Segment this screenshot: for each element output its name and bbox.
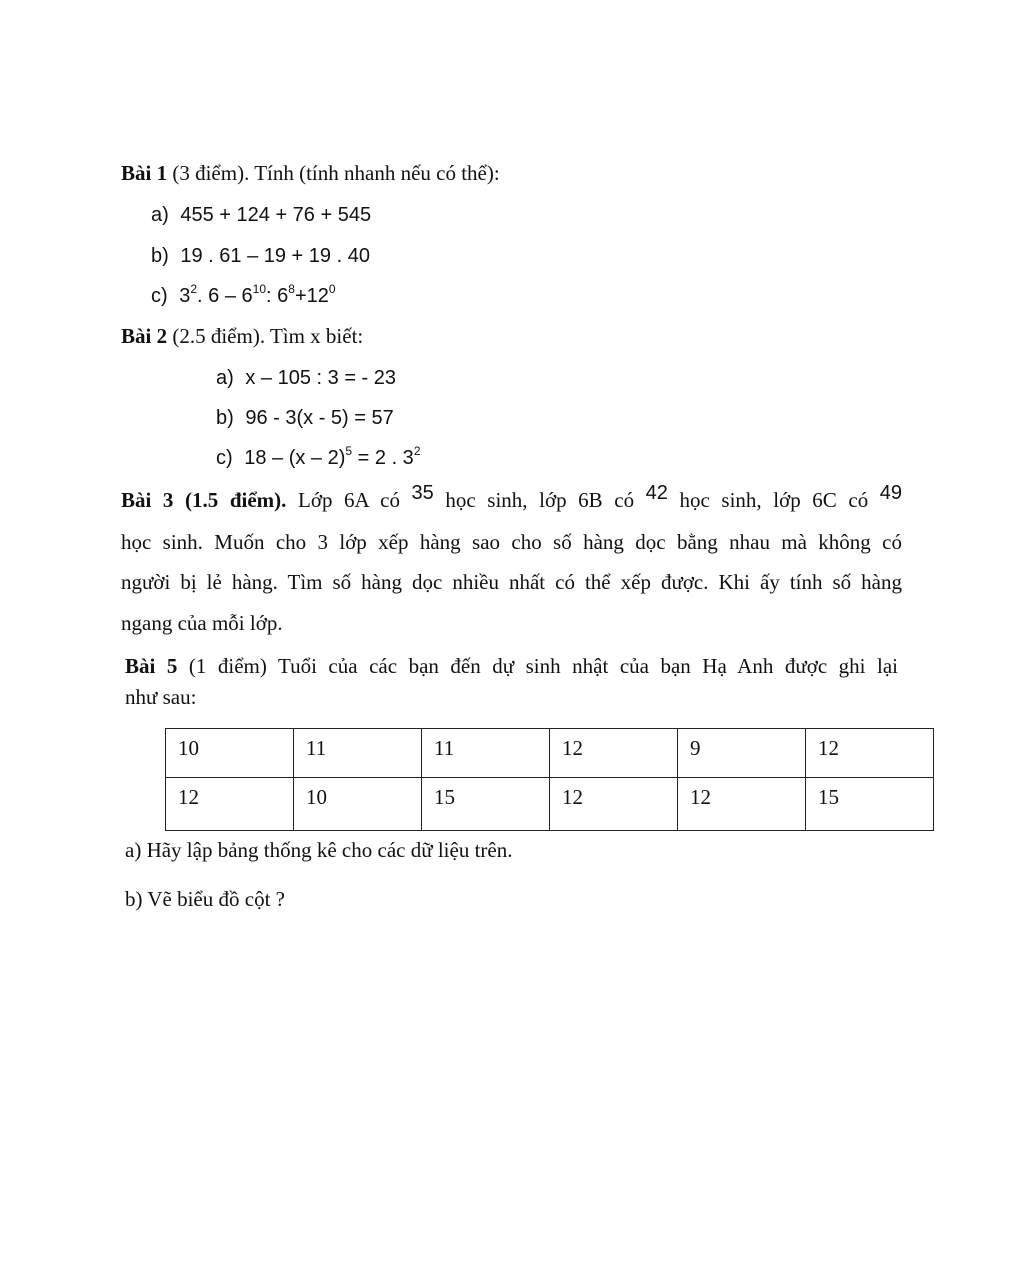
bai1-c-expr: $3^2$. $6 - 6^{10}$: $6^8+12^0$	[179, 282, 336, 307]
table-cell: 11	[294, 729, 422, 778]
bai2-a-expr: x – 105 : 3 = - 23	[245, 367, 397, 389]
bai2-item-c	[216, 446, 421, 470]
bai2-heading	[121, 324, 363, 349]
bai5-question-b: b) Vẽ biểu đồ cột ?	[125, 887, 285, 911]
bai2-item-b	[216, 406, 394, 430]
bai1-item-b	[151, 244, 370, 268]
bai2-a-label: a)	[216, 367, 234, 389]
bai1-heading	[121, 161, 500, 186]
table-cell: 12	[550, 729, 678, 778]
table-cell: 12	[806, 729, 934, 778]
table-cell: 15	[806, 778, 934, 831]
bai3-meta: (1.5 điểm).	[173, 488, 287, 512]
bai2-c-expr: 18 – (x – 2)$^5$ = 2 . $3^2$	[244, 444, 421, 469]
bai3-line1	[121, 482, 903, 513]
table-cell: 9	[678, 729, 806, 778]
ages-table	[165, 728, 934, 831]
bai2-meta: (2.5 điểm). Tìm x biết:	[167, 324, 364, 348]
bai5-line1-text: (1 điểm) Tuổi của các bạn đến dự sinh nhật của bạn Hạ Anh được ghi lại	[177, 654, 898, 678]
bai3-line1-b: học sinh, lớp 6B có	[445, 488, 635, 512]
bai3-line2: học sinh. Muốn cho 3 lớp xếp hàng sao cho số hàng dọc bằng nhau mà không có	[121, 530, 902, 554]
bai1-a-expr: 455 + 124 + 76 + 545	[180, 204, 372, 226]
table-row	[166, 778, 934, 831]
bai3-title: Bài 3	[121, 488, 174, 512]
bai3-n3: 49	[879, 482, 903, 504]
table-cell: 12	[550, 778, 678, 831]
bai1-b-label: b)	[151, 245, 169, 267]
bai1-item-c	[151, 284, 336, 308]
bai1-b-expr: 19 . 61 – 19 + 19 . 40	[180, 245, 370, 267]
table-cell: 12	[166, 778, 294, 831]
table-cell: 15	[422, 778, 550, 831]
table-cell: 10	[294, 778, 422, 831]
table-cell: 12	[678, 778, 806, 831]
bai1-c-label: c)	[151, 285, 168, 307]
bai5-question-a: a) Hãy lập bảng thống kê cho các dữ liệu trên.	[125, 838, 513, 862]
bai3-line4: ngang của mỗi lớp.	[121, 611, 283, 635]
bai1-a-label: a)	[151, 204, 169, 226]
bai3-line1-c: học sinh, lớp 6C có	[679, 488, 869, 512]
bai2-c-label: c)	[216, 447, 233, 469]
bai2-b-expr: 96 - 3(x - 5) = 57	[245, 407, 394, 429]
bai1-title: Bài 1	[121, 161, 168, 185]
bai3-line3: người bị lẻ hàng. Tìm số hàng dọc nhiều nhất có thể xếp được. Khi ấy tính số hàng	[121, 570, 902, 594]
bai1-meta: (3 điểm). Tính (tính nhanh nếu có thể):	[167, 161, 500, 185]
table-row	[166, 729, 934, 778]
bai5-line1	[125, 654, 898, 679]
bai3-n1: 35	[411, 482, 434, 504]
bai5-line2: như sau:	[125, 685, 197, 709]
bai3-n2: 42	[645, 482, 668, 504]
table-cell: 11	[422, 729, 550, 778]
table-cell: 10	[166, 729, 294, 778]
bai2-b-label: b)	[216, 407, 234, 429]
bai1-item-a	[151, 203, 371, 227]
bai3-line1-a: Lớp 6A có	[298, 488, 400, 512]
bai2-title: Bài 2	[121, 324, 168, 348]
bai2-item-a	[216, 366, 396, 390]
bai5-title: Bài 5	[125, 654, 178, 678]
